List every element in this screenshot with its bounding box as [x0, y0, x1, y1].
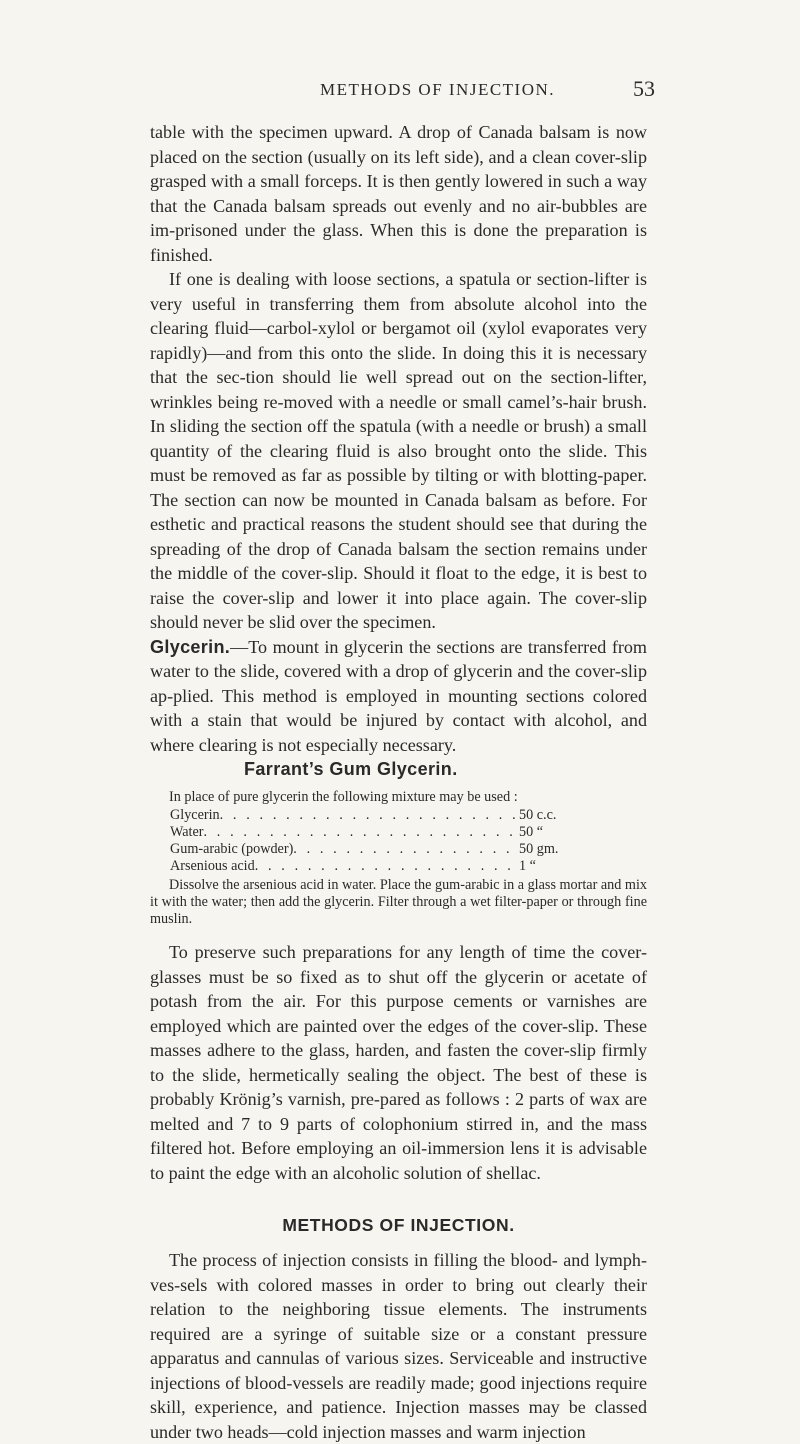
recipe-note: Dissolve the arsenious acid in water. Place the gum-arabic in a glass mortar and mix it with the water; then add the glycerin. Filter through a wet filter-paper or through fine muslin. — [150, 877, 647, 927]
leader-dots — [220, 807, 519, 824]
recipe-item — [150, 807, 647, 824]
page-number: 53 — [633, 76, 655, 101]
recipe-intro: In place of pure glycerin the following mixture may be used : — [169, 789, 518, 805]
paragraph-injection: The process of injection consists in filling the blood- and lymph-ves-sels with colored masses in order to bring out clearly their relation to the neighboring tissue elements. The instruments required are a syringe of suitable size or a constant pressure apparatus and cannulas of various sizes. Serviceable and instructive injections of blood-vessels are readily made; good injections require skill, experience, and patience. Injection masses may be classed under two heads—cold injection masses and warm injection — [150, 1250, 647, 1442]
recipe-item — [150, 841, 647, 858]
recipe-quantity: 50 c.c. — [519, 807, 557, 823]
recipe-quantity: 50 “ — [519, 824, 544, 840]
recipe-ingredient: Glycerin — [170, 807, 220, 823]
page-body — [150, 120, 647, 1444]
paragraph-loose-sections: If one is dealing with loose sections, a spatula or section-lifter is very useful in transferring them from absolute alcohol into the clearing fluid—carbol-xylol or bergamot oil (xylol evaporates very rapidly)—and from this onto the slide. In doing this it is necessary that the sec-tion should lie well spread out on the section-lifter, wrinkles being re-moved with a needle or small camel’s-hair brush. In sliding the section off the spatula (with a needle or brush) a small quantity of the clearing fluid is also brought onto the slide. This must be removed as far as possible by tilting or with blotting-paper. The section can now be mounted in Canada balsam as before. For esthetic and practical reasons the student should see that during the spreading of the drop of Canada balsam the section remains under the middle of the cover-slip. Should it float to the edge, it is best to raise the cover-slip and lower it into place again. The cover-slip should never be slid over the specimen. — [150, 269, 647, 632]
glycerin-text: —To mount in glycerin the sections are transferred from water to the slide, covered with a drop of glycerin and the cover-slip ap-plied. This method is employed in mounting sections colored with a stain that would be injured by contact with alcohol, and where clearing is not especially necessary. — [150, 636, 647, 755]
recipe-item — [150, 824, 647, 841]
recipe-list — [150, 807, 647, 875]
leader-dots — [255, 858, 519, 875]
running-head — [0, 76, 800, 110]
glycerin-lead-heading: Glycerin. — [150, 636, 231, 657]
recipe-quantity: 1 “ — [519, 858, 536, 874]
recipe-ingredient: Arsenious acid — [170, 858, 255, 874]
running-title: METHODS OF INJECTION. — [320, 80, 556, 99]
paragraph-glycerin — [150, 635, 647, 758]
recipe-item — [150, 858, 647, 875]
farrant-heading: Farrant’s Gum Glycerin. — [244, 759, 458, 779]
section-heading: METHODS OF INJECTION. — [282, 1215, 515, 1235]
leader-dots — [293, 841, 519, 858]
paragraph-preserving: To preserve such preparations for any length of time the cover-glasses must be so fixed as to shut off the glycerin or acetate of potash from the air. For this purpose cements or varnishes are employed which are painted over the edges of the cover-slip. These masses adhere to the glass, harden, and fasten the cover-slip firmly to the slide, hermetically sealing the object. The best of these is probably Krönig’s varnish, pre-pared as follows : 2 parts of wax are melted and 7 to 9 parts of colophonium stirred in, and the mass filtered hot. Before employing an oil-immersion lens it is advisable to paint the edge with an alcoholic solution of shellac. — [150, 942, 647, 1183]
recipe-ingredient: Water — [170, 824, 204, 840]
recipe-quantity: 50 gm. — [519, 841, 559, 857]
recipe-ingredient: Gum-arabic (powder) — [170, 841, 294, 857]
paragraph-balsam-mounting: table with the specimen upward. A drop of Canada balsam is now placed on the section (usually on its left side), and a clean cover-slip grasped with a small forceps. It is then gently lowered in such a way that the Canada balsam spreads out evenly and no air-bubbles are im-prisoned under the glass. When this is done the preparation is finished. — [150, 122, 647, 265]
leader-dots — [204, 824, 519, 841]
recipe-block — [150, 789, 647, 928]
